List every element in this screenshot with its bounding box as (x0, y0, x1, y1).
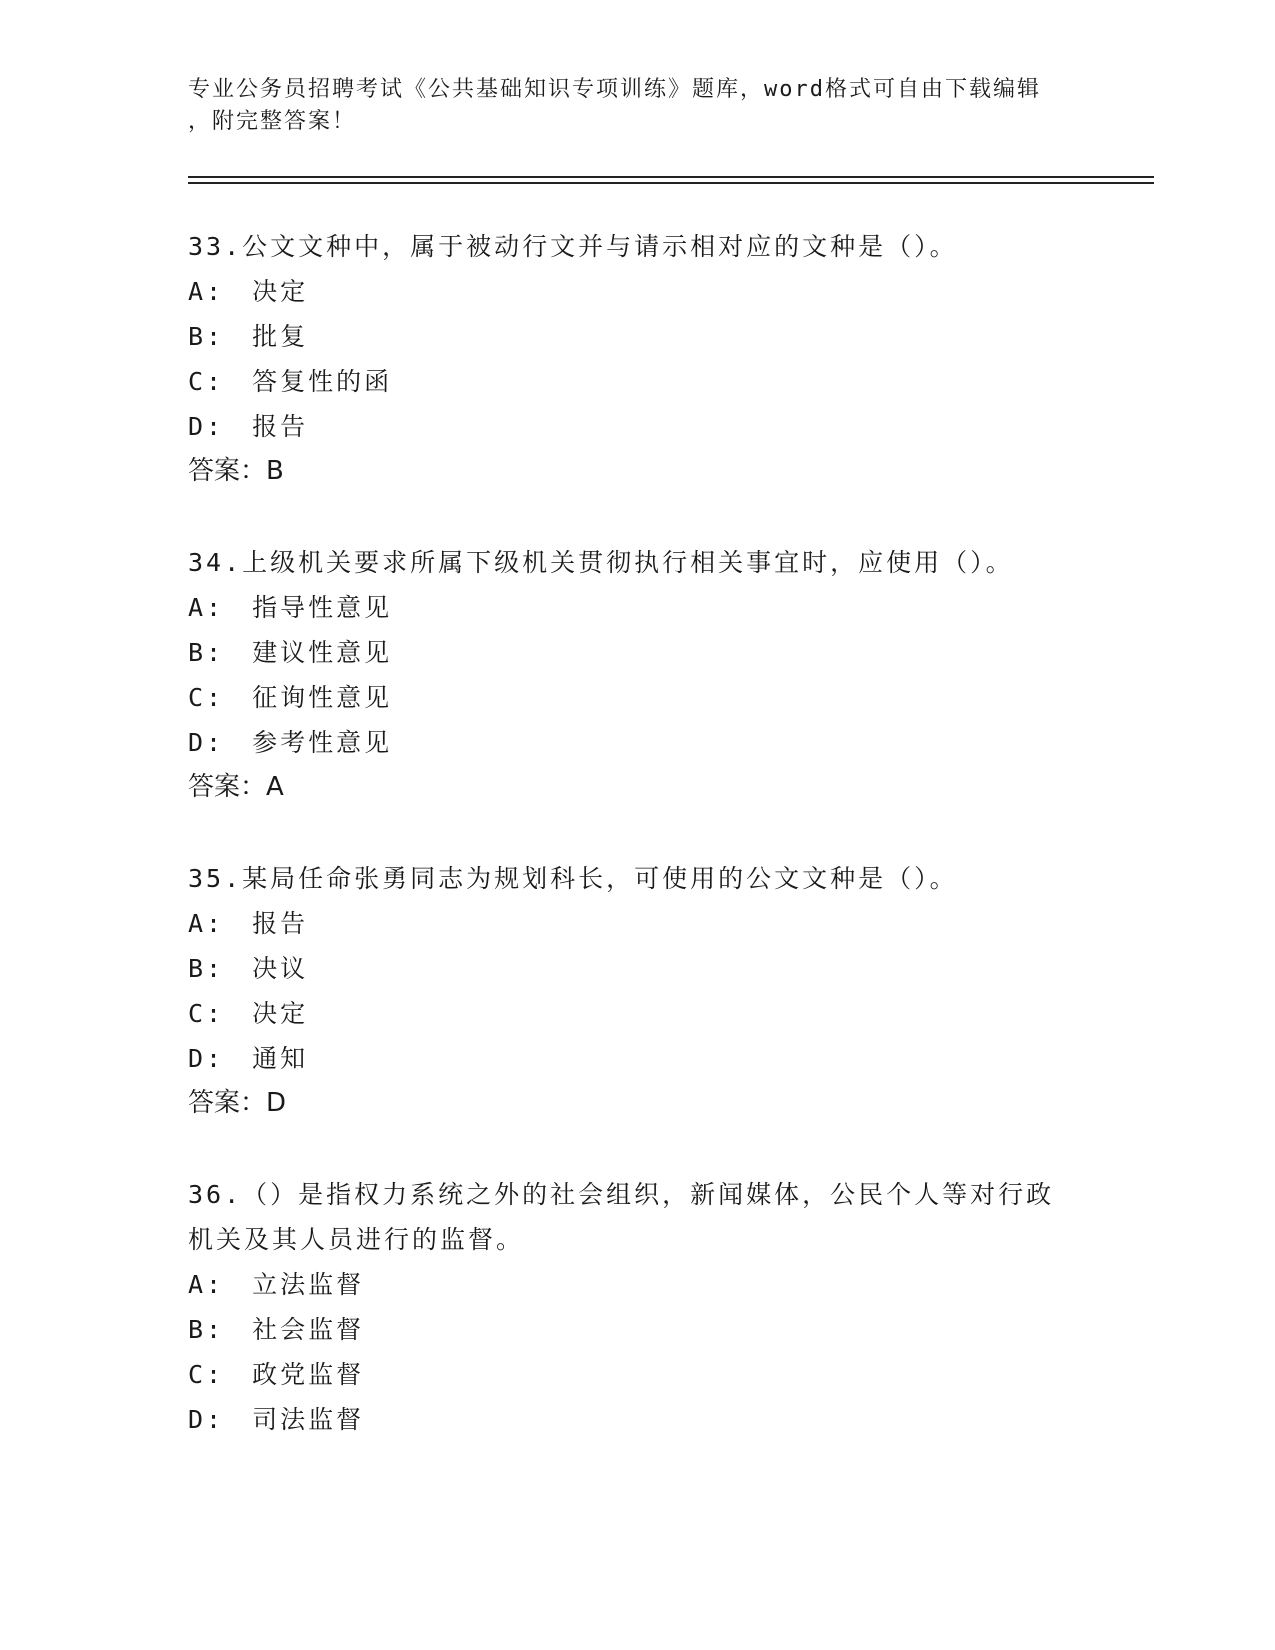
option-a: A: 立法监督 (188, 1270, 365, 1299)
option-d: D: 参考性意见 (188, 728, 393, 757)
option-b: B: 社会监督 (188, 1315, 365, 1344)
option-b: B: 建议性意见 (188, 638, 393, 667)
answer-label: 答案：A (188, 772, 284, 802)
question-36 (188, 1172, 1088, 1442)
header-divider-top (188, 176, 1154, 178)
option-c: C: 决定 (188, 999, 309, 1028)
question-stem: 34.上级机关要求所属下级机关贯彻执行相关事宜时，应使用（）。 (188, 548, 1014, 577)
option-d: D: 通知 (188, 1044, 309, 1073)
question-stem: 35.某局任命张勇同志为规划科长，可使用的公文文种是（）。 (188, 864, 958, 893)
header-divider-bottom (188, 182, 1154, 184)
question-stem-line-2: 机关及其人员进行的监督。 (188, 1225, 525, 1254)
option-c: C: 政党监督 (188, 1360, 365, 1389)
option-b: B: 决议 (188, 954, 309, 983)
question-35 (188, 856, 1088, 1126)
option-d: D: 司法监督 (188, 1405, 365, 1434)
header-line-1: 专业公务员招聘考试《公共基础知识专项训练》题库，word格式可自由下载编辑 (188, 77, 1041, 102)
document-header (188, 74, 1078, 138)
option-c: C: 征询性意见 (188, 683, 393, 712)
answer-label: 答案：D (188, 1088, 287, 1118)
option-b: B: 批复 (188, 322, 309, 351)
header-line-2: ，附完整答案！ (188, 109, 357, 134)
option-a: A: 决定 (188, 277, 309, 306)
option-c: C: 答复性的函 (188, 367, 393, 396)
answer-label: 答案：B (188, 456, 284, 486)
question-stem-line-1: 36.（）是指权力系统之外的社会组织，新闻媒体，公民个人等对行政 (188, 1180, 1055, 1209)
option-a: A: 报告 (188, 909, 309, 938)
question-stem: 33.公文文种中，属于被动行文并与请示相对应的文种是（）。 (188, 232, 958, 261)
question-34 (188, 540, 1088, 810)
question-33 (188, 224, 1088, 494)
option-d: D: 报告 (188, 412, 309, 441)
option-a: A: 指导性意见 (188, 593, 393, 622)
